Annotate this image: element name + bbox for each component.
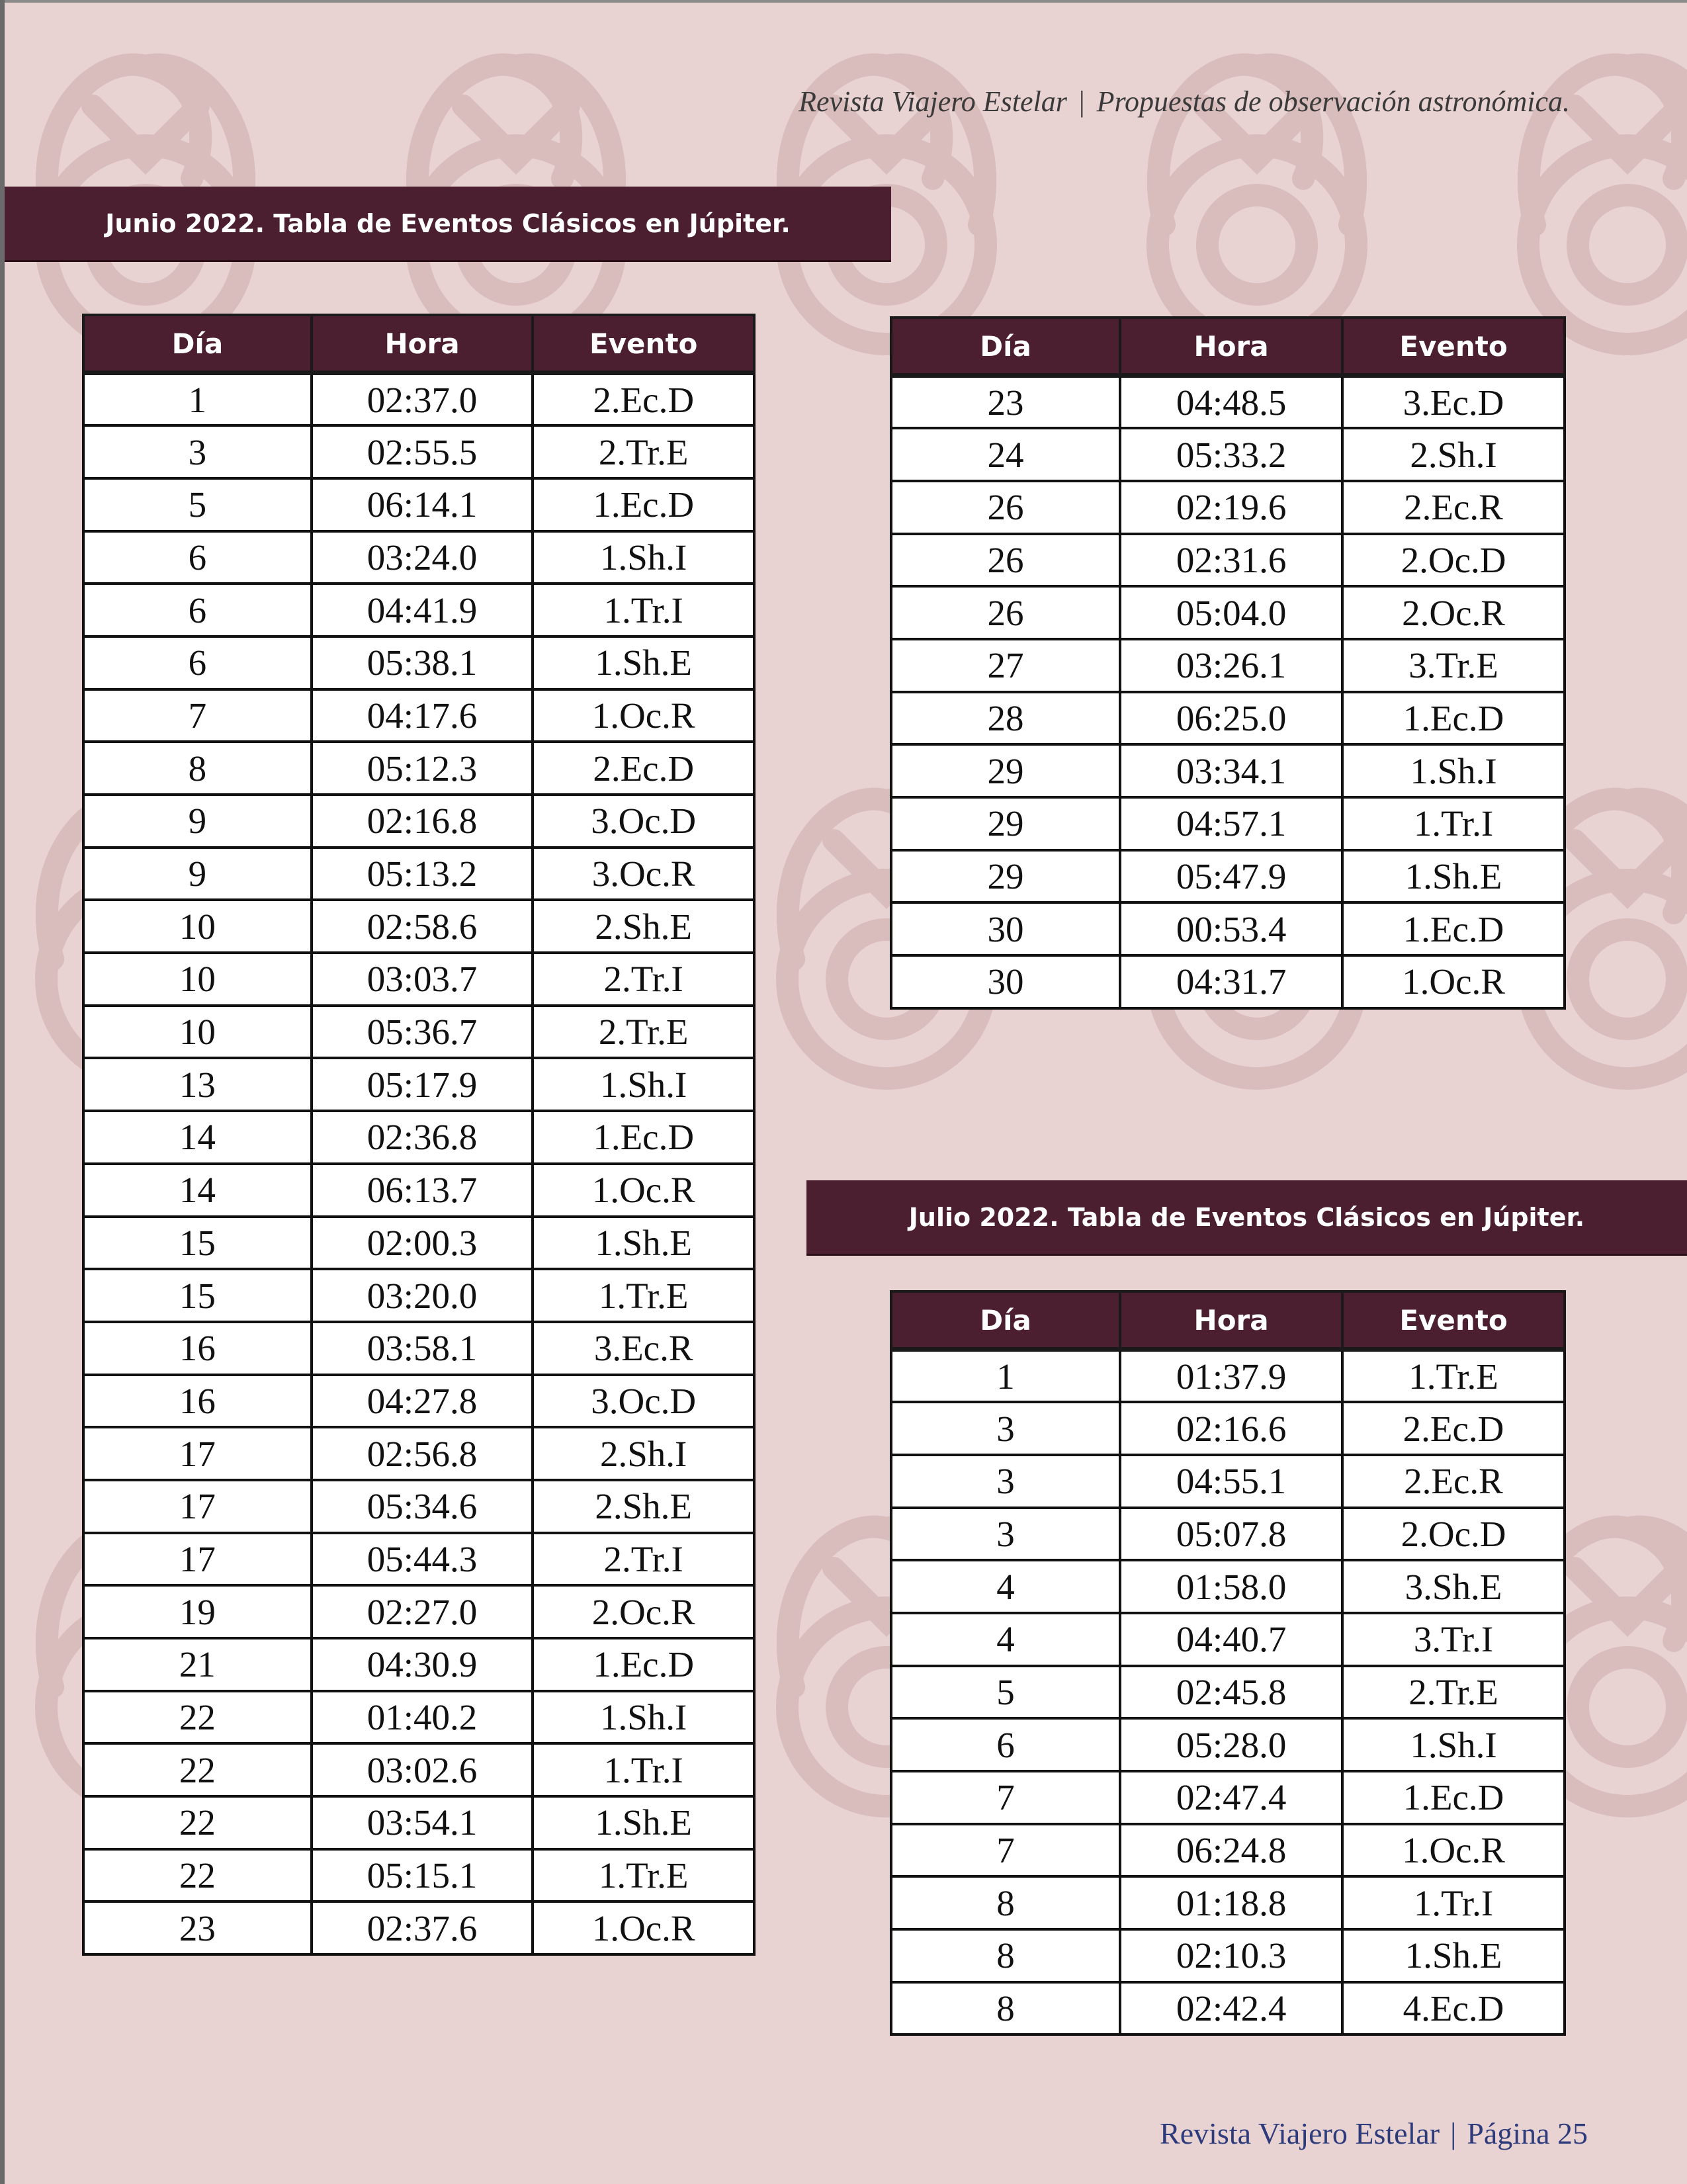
table-row <box>83 531 754 584</box>
cell-evento: 1.Sh.I <box>533 1058 754 1111</box>
july-events-table-body <box>891 1350 1565 2035</box>
column-header-hora: Hora <box>1120 1291 1342 1350</box>
cell-dia: 23 <box>83 1901 312 1954</box>
cell-dia: 26 <box>891 481 1120 534</box>
cell-dia: 7 <box>83 689 312 742</box>
cell-evento: 2.Oc.R <box>1342 586 1565 639</box>
cell-evento: 2.Tr.I <box>533 953 754 1006</box>
cell-dia: 8 <box>83 742 312 795</box>
table-row <box>891 1876 1565 1929</box>
page-footer <box>1160 2116 1588 2151</box>
table-header-row <box>83 315 754 373</box>
cell-evento: 1.Sh.E <box>1342 1929 1565 1982</box>
table-row <box>891 1771 1565 1824</box>
cell-hora: 04:31.7 <box>1120 955 1342 1008</box>
table-row <box>83 1058 754 1111</box>
cell-hora: 01:37.9 <box>1120 1350 1342 1403</box>
cell-evento: 2.Oc.R <box>533 1585 754 1638</box>
table-row <box>891 534 1565 587</box>
cell-hora: 04:40.7 <box>1120 1613 1342 1666</box>
july-table-title-banner <box>806 1180 1687 1256</box>
cell-hora: 05:07.8 <box>1120 1508 1342 1561</box>
table-row <box>891 692 1565 745</box>
cell-dia: 8 <box>891 1929 1120 1982</box>
cell-hora: 05:04.0 <box>1120 586 1342 639</box>
table-row <box>83 1322 754 1375</box>
cell-hora: 03:26.1 <box>1120 639 1342 692</box>
cell-evento: 1.Ec.D <box>1342 902 1565 955</box>
cell-dia: 8 <box>891 1982 1120 2035</box>
cell-dia: 16 <box>83 1375 312 1428</box>
cell-evento: 3.Oc.R <box>533 848 754 900</box>
table-row <box>891 1402 1565 1455</box>
cell-evento: 2.Sh.E <box>533 1480 754 1533</box>
cell-hora: 05:36.7 <box>312 1006 533 1059</box>
cell-evento: 2.Sh.E <box>533 900 754 953</box>
cell-dia: 28 <box>891 692 1120 745</box>
table-row <box>891 797 1565 850</box>
cell-evento: 2.Ec.R <box>1342 1455 1565 1508</box>
cell-hora: 04:55.1 <box>1120 1455 1342 1508</box>
cell-hora: 02:37.6 <box>312 1901 533 1954</box>
table-row <box>83 584 754 636</box>
table-row <box>83 1691 754 1744</box>
cell-evento: 1.Tr.E <box>533 1269 754 1322</box>
cell-evento: 1.Sh.I <box>533 1691 754 1744</box>
cell-hora: 06:13.7 <box>312 1164 533 1217</box>
cell-hora: 01:58.0 <box>1120 1560 1342 1613</box>
cell-evento: 1.Tr.I <box>533 584 754 636</box>
cell-dia: 22 <box>83 1743 312 1796</box>
cell-evento: 1.Oc.R <box>533 1164 754 1217</box>
footer-magazine-name: Revista Viajero Estelar <box>1160 2117 1440 2150</box>
cell-hora: 02:55.5 <box>312 425 533 478</box>
table-row <box>891 1666 1565 1719</box>
table-row <box>891 1718 1565 1771</box>
cell-hora: 05:38.1 <box>312 636 533 689</box>
cell-evento: 2.Ec.D <box>1342 1402 1565 1455</box>
cell-dia: 24 <box>891 428 1120 481</box>
cell-evento: 2.Sh.I <box>533 1427 754 1480</box>
cell-evento: 2.Tr.E <box>533 1006 754 1059</box>
cell-hora: 05:15.1 <box>312 1849 533 1902</box>
cell-dia: 3 <box>83 425 312 478</box>
column-header-evento: Evento <box>533 315 754 373</box>
cell-hora: 00:53.4 <box>1120 902 1342 955</box>
cell-hora: 01:40.2 <box>312 1691 533 1744</box>
page-header <box>799 85 1570 118</box>
june-table-title-banner <box>5 187 891 262</box>
june-events-table <box>82 314 756 1956</box>
cell-dia: 3 <box>891 1455 1120 1508</box>
cell-evento: 1.Oc.R <box>1342 955 1565 1008</box>
cell-evento: 1.Sh.E <box>533 636 754 689</box>
cell-evento: 1.Tr.I <box>533 1743 754 1796</box>
table-row <box>891 376 1565 429</box>
table-row <box>83 1796 754 1849</box>
cell-dia: 8 <box>891 1876 1120 1929</box>
cell-evento: 1.Ec.D <box>1342 1771 1565 1824</box>
table-row <box>83 742 754 795</box>
cell-evento: 1.Tr.E <box>533 1849 754 1902</box>
cell-hora: 05:17.9 <box>312 1058 533 1111</box>
cell-hora: 04:48.5 <box>1120 376 1342 429</box>
column-header-evento: Evento <box>1342 318 1565 376</box>
cell-evento: 1.Sh.I <box>533 531 754 584</box>
cell-hora: 02:10.3 <box>1120 1929 1342 1982</box>
cell-dia: 19 <box>83 1585 312 1638</box>
footer-separator: | <box>1450 2117 1457 2150</box>
cell-dia: 10 <box>83 900 312 953</box>
cell-evento: 2.Tr.E <box>533 425 754 478</box>
cell-evento: 3.Ec.R <box>533 1322 754 1375</box>
cell-hora: 04:57.1 <box>1120 797 1342 850</box>
cell-dia: 9 <box>83 848 312 900</box>
cell-dia: 1 <box>891 1350 1120 1403</box>
column-header-hora: Hora <box>312 315 533 373</box>
table-row <box>891 850 1565 903</box>
cell-dia: 22 <box>83 1691 312 1744</box>
cell-evento: 4.Ec.D <box>1342 1982 1565 2035</box>
cell-dia: 6 <box>83 584 312 636</box>
cell-dia: 6 <box>891 1718 1120 1771</box>
cell-dia: 6 <box>83 636 312 689</box>
cell-hora: 02:27.0 <box>312 1585 533 1638</box>
july-table-title: Julio 2022. Tabla de Eventos Clásicos en Júpiter. <box>908 1202 1585 1232</box>
table-row <box>891 586 1565 639</box>
cell-dia: 7 <box>891 1824 1120 1877</box>
cell-dia: 29 <box>891 744 1120 797</box>
cell-hora: 04:30.9 <box>312 1638 533 1691</box>
table-row <box>891 1455 1565 1508</box>
cell-dia: 15 <box>83 1269 312 1322</box>
header-subtitle: Propuestas de observación astronómica. <box>1096 85 1570 118</box>
cell-dia: 23 <box>891 376 1120 429</box>
table-row <box>83 795 754 848</box>
cell-hora: 03:02.6 <box>312 1743 533 1796</box>
cell-hora: 03:24.0 <box>312 531 533 584</box>
table-row <box>83 1901 754 1954</box>
cell-evento: 1.Ec.D <box>1342 692 1565 745</box>
column-header-dia: Día <box>891 318 1120 376</box>
cell-evento: 3.Sh.E <box>1342 1560 1565 1613</box>
table-row <box>83 1269 754 1322</box>
cell-dia: 10 <box>83 953 312 1006</box>
cell-dia: 17 <box>83 1427 312 1480</box>
cell-dia: 27 <box>891 639 1120 692</box>
table-row <box>83 953 754 1006</box>
cell-evento: 1.Oc.R <box>1342 1824 1565 1877</box>
cell-hora: 02:19.6 <box>1120 481 1342 534</box>
cell-hora: 02:47.4 <box>1120 1771 1342 1824</box>
cell-hora: 02:37.0 <box>312 373 533 426</box>
table-row <box>83 1427 754 1480</box>
cell-hora: 02:31.6 <box>1120 534 1342 587</box>
cell-evento: 2.Ec.D <box>533 742 754 795</box>
cell-evento: 2.Tr.E <box>1342 1666 1565 1719</box>
table-row <box>83 1006 754 1059</box>
cell-hora: 05:33.2 <box>1120 428 1342 481</box>
cell-dia: 16 <box>83 1322 312 1375</box>
cell-hora: 03:58.1 <box>312 1322 533 1375</box>
cell-evento: 3.Tr.I <box>1342 1613 1565 1666</box>
cell-evento: 1.Ec.D <box>533 478 754 531</box>
table-row <box>83 425 754 478</box>
cell-hora: 02:56.8 <box>312 1427 533 1480</box>
cell-hora: 05:13.2 <box>312 848 533 900</box>
cell-hora: 06:24.8 <box>1120 1824 1342 1877</box>
cell-hora: 02:16.6 <box>1120 1402 1342 1455</box>
cell-hora: 05:12.3 <box>312 742 533 795</box>
cell-dia: 30 <box>891 955 1120 1008</box>
table-row <box>891 902 1565 955</box>
table-row <box>83 636 754 689</box>
column-header-dia: Día <box>83 315 312 373</box>
cell-evento: 1.Oc.R <box>533 689 754 742</box>
table-row <box>83 1375 754 1428</box>
table-row <box>83 1638 754 1691</box>
cell-evento: 2.Oc.D <box>1342 1508 1565 1561</box>
cell-hora: 05:28.0 <box>1120 1718 1342 1771</box>
cell-dia: 4 <box>891 1560 1120 1613</box>
table-row <box>891 744 1565 797</box>
cell-dia: 26 <box>891 534 1120 587</box>
cell-dia: 7 <box>891 1771 1120 1824</box>
table-row <box>891 1508 1565 1561</box>
cell-hora: 04:27.8 <box>312 1375 533 1428</box>
cell-dia: 15 <box>83 1217 312 1270</box>
cell-hora: 02:36.8 <box>312 1111 533 1164</box>
cell-evento: 3.Ec.D <box>1342 376 1565 429</box>
cell-dia: 1 <box>83 373 312 426</box>
june-events-table-continued-body <box>891 376 1565 1008</box>
cell-hora: 06:14.1 <box>312 478 533 531</box>
cell-hora: 05:47.9 <box>1120 850 1342 903</box>
cell-evento: 2.Oc.D <box>1342 534 1565 587</box>
cell-hora: 06:25.0 <box>1120 692 1342 745</box>
cell-hora: 01:18.8 <box>1120 1876 1342 1929</box>
cell-evento: 1.Sh.I <box>1342 744 1565 797</box>
column-header-dia: Día <box>891 1291 1120 1350</box>
cell-hora: 05:44.3 <box>312 1533 533 1586</box>
cell-evento: 1.Sh.E <box>533 1217 754 1270</box>
cell-dia: 3 <box>891 1402 1120 1455</box>
june-table-title: Junio 2022. Tabla de Eventos Clásicos en Júpiter. <box>105 208 791 238</box>
cell-hora: 03:20.0 <box>312 1269 533 1322</box>
cell-evento: 1.Sh.I <box>1342 1718 1565 1771</box>
footer-page-number: Página 25 <box>1467 2117 1588 2150</box>
cell-evento: 1.Sh.E <box>533 1796 754 1849</box>
cell-dia: 26 <box>891 586 1120 639</box>
cell-hora: 04:41.9 <box>312 584 533 636</box>
cell-hora: 03:03.7 <box>312 953 533 1006</box>
table-row <box>83 1164 754 1217</box>
cell-evento: 1.Tr.I <box>1342 797 1565 850</box>
cell-hora: 03:34.1 <box>1120 744 1342 797</box>
cell-dia: 10 <box>83 1006 312 1059</box>
table-row <box>83 689 754 742</box>
cell-hora: 02:42.4 <box>1120 1982 1342 2035</box>
header-separator: | <box>1078 85 1085 118</box>
cell-hora: 02:58.6 <box>312 900 533 953</box>
cell-evento: 2.Tr.I <box>533 1533 754 1586</box>
cell-dia: 4 <box>891 1613 1120 1666</box>
cell-dia: 29 <box>891 850 1120 903</box>
cell-evento: 1.Ec.D <box>533 1638 754 1691</box>
table-row <box>83 1217 754 1270</box>
header-magazine-name: Revista Viajero Estelar <box>799 85 1067 118</box>
table-row <box>891 1929 1565 1982</box>
table-header-row <box>891 1291 1565 1350</box>
table-row <box>891 1560 1565 1613</box>
table-row <box>83 1533 754 1586</box>
cell-hora: 03:54.1 <box>312 1796 533 1849</box>
cell-dia: 17 <box>83 1480 312 1533</box>
cell-dia: 5 <box>83 478 312 531</box>
table-row <box>83 900 754 953</box>
cell-hora: 02:16.8 <box>312 795 533 848</box>
table-row <box>891 1982 1565 2035</box>
table-row <box>83 373 754 426</box>
july-events-table <box>890 1290 1566 2036</box>
table-row <box>83 1111 754 1164</box>
cell-dia: 3 <box>891 1508 1120 1561</box>
cell-dia: 22 <box>83 1796 312 1849</box>
june-events-table-continued <box>890 316 1566 1010</box>
cell-hora: 02:00.3 <box>312 1217 533 1270</box>
cell-dia: 22 <box>83 1849 312 1902</box>
cell-dia: 5 <box>891 1666 1120 1719</box>
cell-hora: 02:45.8 <box>1120 1666 1342 1719</box>
table-row <box>891 428 1565 481</box>
table-header-row <box>891 318 1565 376</box>
cell-dia: 30 <box>891 902 1120 955</box>
table-row <box>83 478 754 531</box>
cell-evento: 2.Ec.D <box>533 373 754 426</box>
cell-hora: 05:34.6 <box>312 1480 533 1533</box>
cell-evento: 1.Sh.E <box>1342 850 1565 903</box>
table-row <box>891 1613 1565 1666</box>
cell-dia: 14 <box>83 1111 312 1164</box>
cell-dia: 17 <box>83 1533 312 1586</box>
cell-evento: 1.Tr.E <box>1342 1350 1565 1403</box>
table-row <box>891 1350 1565 1403</box>
table-row <box>83 1743 754 1796</box>
cell-evento: 3.Tr.E <box>1342 639 1565 692</box>
cell-dia: 9 <box>83 795 312 848</box>
table-row <box>891 955 1565 1008</box>
june-events-table-body <box>83 373 754 1955</box>
cell-evento: 3.Oc.D <box>533 1375 754 1428</box>
table-row <box>83 1480 754 1533</box>
cell-evento: 3.Oc.D <box>533 795 754 848</box>
table-row <box>83 848 754 900</box>
column-header-evento: Evento <box>1342 1291 1565 1350</box>
table-row <box>891 1824 1565 1877</box>
cell-dia: 6 <box>83 531 312 584</box>
cell-dia: 14 <box>83 1164 312 1217</box>
cell-evento: 1.Oc.R <box>533 1901 754 1954</box>
cell-evento: 2.Ec.R <box>1342 481 1565 534</box>
cell-evento: 2.Sh.I <box>1342 428 1565 481</box>
column-header-hora: Hora <box>1120 318 1342 376</box>
cell-evento: 1.Tr.I <box>1342 1876 1565 1929</box>
cell-hora: 04:17.6 <box>312 689 533 742</box>
table-row <box>83 1849 754 1902</box>
cell-dia: 29 <box>891 797 1120 850</box>
table-row <box>83 1585 754 1638</box>
cell-dia: 21 <box>83 1638 312 1691</box>
table-row <box>891 639 1565 692</box>
cell-evento: 1.Ec.D <box>533 1111 754 1164</box>
cell-dia: 13 <box>83 1058 312 1111</box>
table-row <box>891 481 1565 534</box>
